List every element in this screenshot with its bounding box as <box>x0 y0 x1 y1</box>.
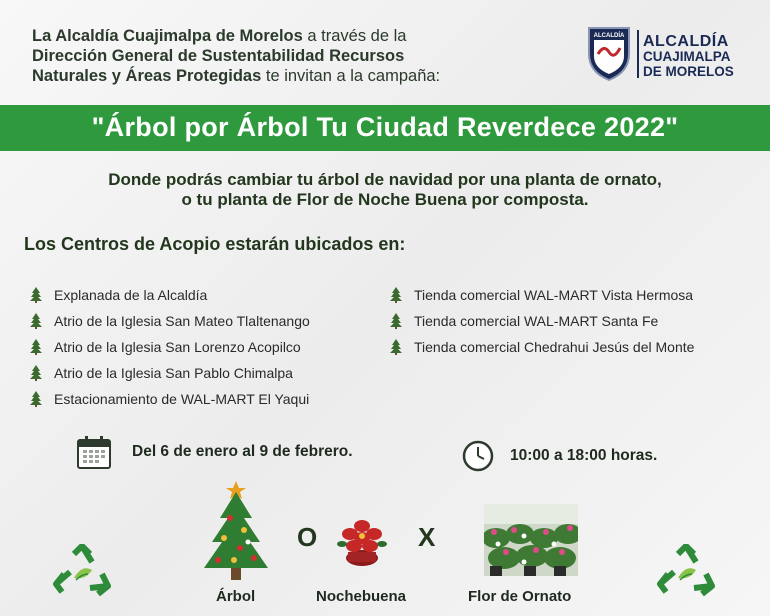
caption-arbol: Árbol <box>216 588 256 605</box>
time-info <box>462 440 657 472</box>
center-label: Atrio de la Iglesia San Pablo Chimalpa <box>54 365 293 381</box>
description-line-2: o tu planta de Flor de Noche Buena por composta. <box>181 190 589 209</box>
center-label: Estacionamiento de WAL-MART El Yaqui <box>54 391 310 407</box>
list-item <box>390 334 694 360</box>
recycle-icon <box>52 544 112 600</box>
tree-bullet-icon <box>390 287 402 303</box>
intro-rest-1: a través de la <box>302 27 407 45</box>
center-label: Tienda comercial WAL-MART Vista Hermosa <box>414 287 694 303</box>
list-item <box>390 308 694 334</box>
date-range: Del 6 de enero al 9 de febrero. <box>132 443 353 460</box>
center-label: Atrio de la Iglesia San Mateo Tlaltenango <box>54 313 310 329</box>
date-info <box>76 434 353 470</box>
centers-heading: Los Centros de Acopio estarán ubicados en: <box>24 234 406 254</box>
operator-o: O <box>297 522 318 552</box>
list-item <box>390 282 694 308</box>
intro-rest-3: te invitan a la campaña: <box>261 67 441 85</box>
shield-text: ALCALDÍA <box>593 33 625 39</box>
tree-bullet-icon <box>390 339 402 355</box>
hours: 10:00 a 18:00 horas. <box>510 447 658 464</box>
flor-de-ornato-image <box>484 504 578 576</box>
caption-nochebuena: Nochebuena <box>316 588 407 605</box>
logo-line-2: CUAJIMALPA <box>643 49 731 64</box>
centers-list-left <box>30 282 310 412</box>
tree-bullet-icon <box>30 365 42 381</box>
caption-flor: Flor de Ornato <box>468 588 572 605</box>
shield-logo-icon <box>586 24 632 82</box>
intro-text <box>32 26 552 86</box>
clock-icon <box>462 440 494 472</box>
tree-bullet-icon <box>30 313 42 329</box>
logo-separator <box>637 30 639 78</box>
christmas-tree-image <box>200 478 272 582</box>
list-item <box>30 282 310 308</box>
campaign-title: "Árbol por Árbol Tu Ciudad Reverdece 2022" <box>91 112 679 142</box>
calendar-icon <box>76 434 112 470</box>
list-item <box>30 308 310 334</box>
nochebuena-image <box>336 514 388 568</box>
list-item <box>30 386 310 412</box>
tree-bullet-icon <box>30 339 42 355</box>
alcaldia-logo <box>586 24 756 84</box>
intro-areas: Naturales y Áreas Protegidas <box>32 67 262 85</box>
intro-org: La Alcaldía Cuajimalpa de Morelos <box>32 27 303 45</box>
list-item <box>30 360 310 386</box>
center-label: Explanada de la Alcaldía <box>54 287 208 303</box>
description-line-1: Donde podrás cambiar tu árbol de navidad por una planta de ornato, <box>108 170 662 189</box>
logo-text <box>643 34 734 79</box>
center-label: Atrio de la Iglesia San Lorenzo Acopilco <box>54 339 301 355</box>
tree-bullet-icon <box>390 313 402 329</box>
intro-direction: Dirección General de Sustentabilidad Recursos <box>32 47 405 65</box>
recycle-icon <box>656 544 716 600</box>
center-label: Tienda comercial WAL-MART Santa Fe <box>414 313 659 329</box>
tree-bullet-icon <box>30 287 42 303</box>
operator-x: X <box>418 522 436 552</box>
campaign-description <box>0 170 770 210</box>
centers-list-right <box>390 282 694 360</box>
logo-line-1: ALCALDÍA <box>643 33 729 50</box>
tree-bullet-icon <box>30 391 42 407</box>
center-label: Tienda comercial Chedrahui Jesús del Monte <box>414 339 695 355</box>
logo-line-3: DE MORELOS <box>643 64 734 79</box>
list-item <box>30 334 310 360</box>
